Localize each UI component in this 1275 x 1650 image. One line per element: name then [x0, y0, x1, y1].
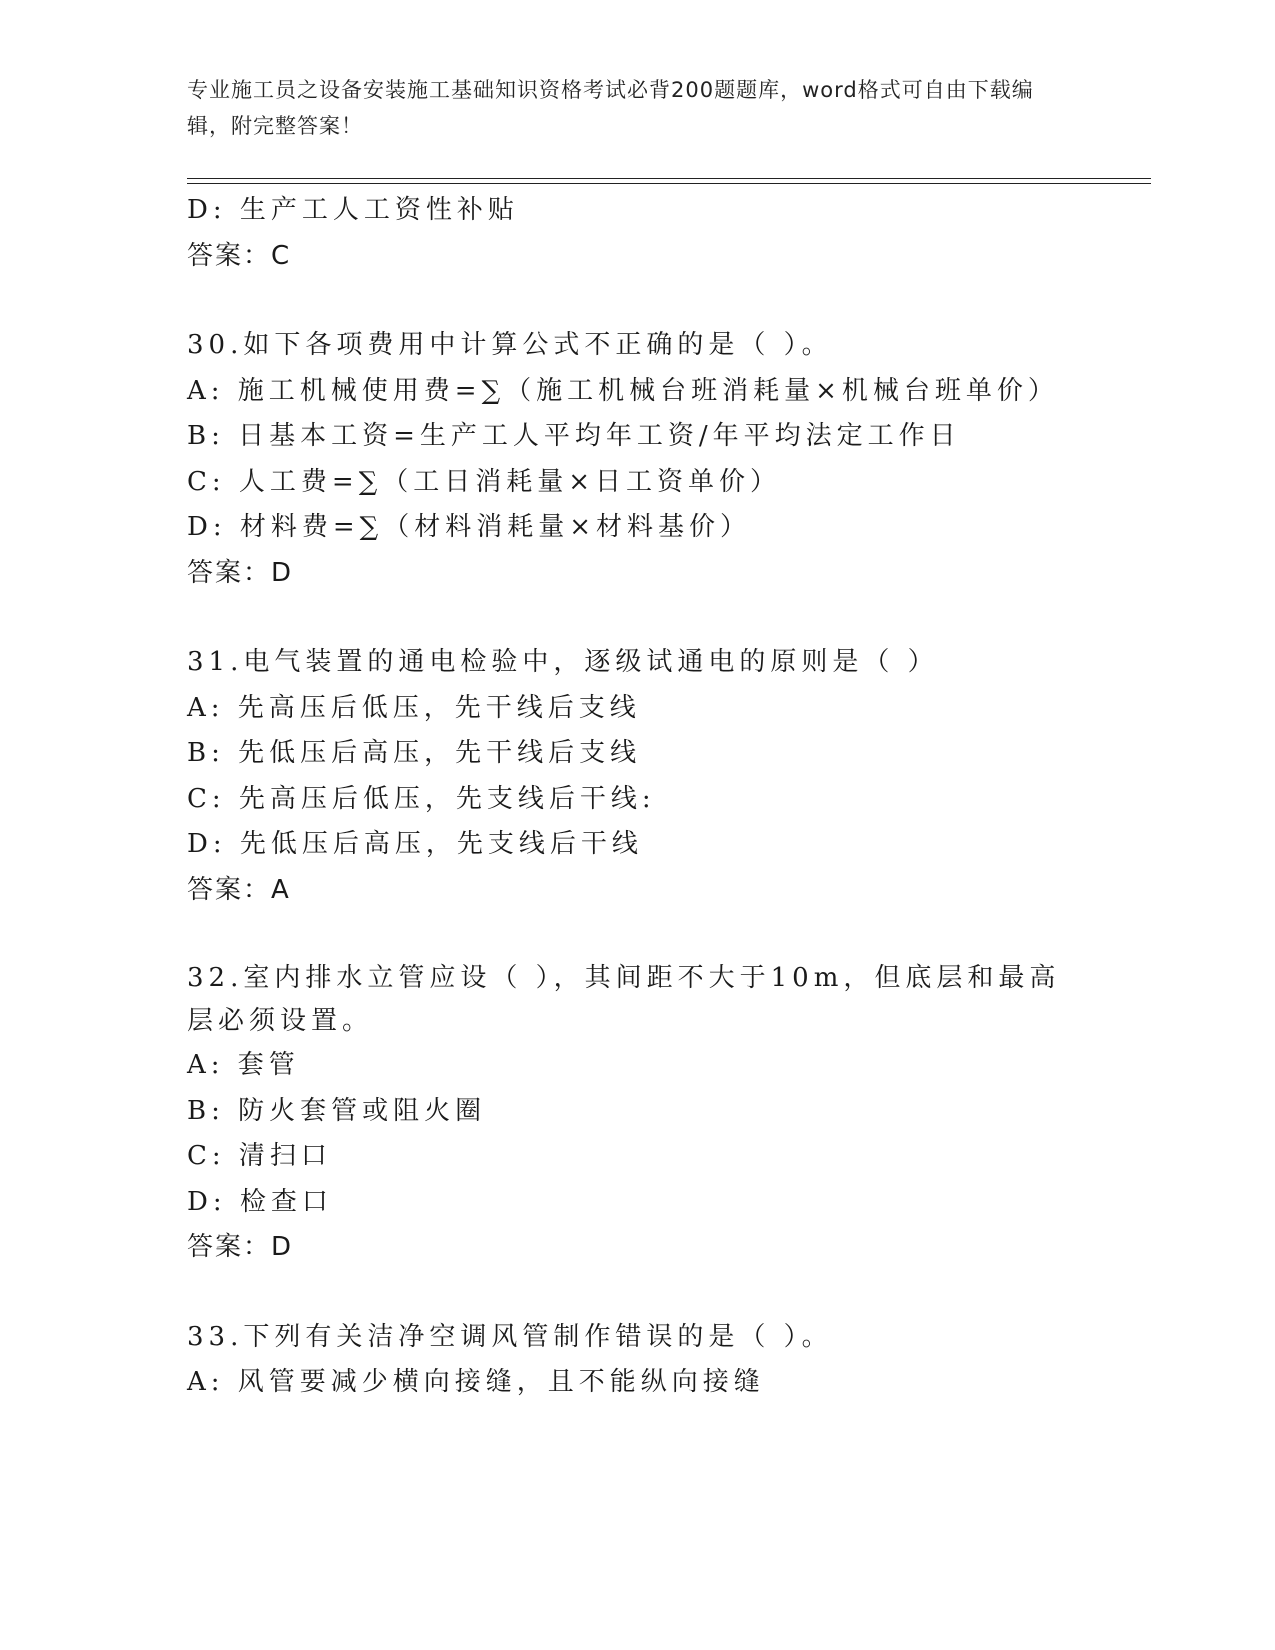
answer-line: 答案：C: [187, 240, 292, 271]
question-body: [187, 188, 1107, 1406]
answer-line: 答案：D: [187, 1232, 294, 1262]
spacer: [187, 596, 1107, 640]
answer-line: 答案：D: [187, 557, 294, 588]
question-stem: 32.室内排水立管应设（ ），其间距不大于10m，但底层和最高层必须设置。: [187, 963, 1061, 1036]
document-header: 专业施工员之设备安装施工基础知识资格考试必背200题题库，word格式可自由下载编辑，附完整答案！: [187, 78, 1034, 138]
option-c: C: 先高压后低压，先支线后干线:: [187, 783, 656, 814]
option-a: A: 施工机械使用费=∑（施工机械台班消耗量×机械台班单价）: [187, 375, 1059, 406]
option-c: C: 人工费=∑（工日消耗量×日工资单价）: [187, 466, 782, 497]
header-rule-top: [187, 178, 1151, 179]
option-b: B: 日基本工资=生产工人平均年工资/年平均法定工作日: [187, 421, 961, 451]
spacer: [187, 913, 1107, 957]
spacer: [187, 1271, 1107, 1315]
question-stem: 31.电气装置的通电检验中，逐级试通电的原则是（ ）: [187, 647, 939, 677]
option-a: A: 风管要减少横向接缝，且不能纵向接缝: [187, 1367, 765, 1397]
option-a: A: 套管: [187, 1050, 300, 1080]
option-d: D: 检查口: [187, 1186, 333, 1217]
option-c: C: 清扫口: [187, 1141, 332, 1171]
option-b: B: 先低压后高压，先干线后支线: [187, 738, 642, 768]
question-stem: 30.如下各项费用中计算公式不正确的是（ ）。: [187, 330, 833, 360]
spacer: [187, 279, 1107, 323]
option-d: D: 生产工人工资性补贴: [187, 195, 519, 225]
option-b: B: 防火套管或阻火圈: [187, 1095, 487, 1126]
option-d: D: 材料费=∑（材料消耗量×材料基价）: [187, 512, 752, 542]
question-stem: 33.下列有关洁净空调风管制作错误的是（ ）。: [187, 1321, 833, 1352]
question-31: [187, 640, 1107, 913]
answer-line: 答案：A: [187, 874, 291, 905]
option-d: D: 先低压后高压，先支线后干线: [187, 829, 643, 859]
question-32: [187, 957, 1107, 1271]
question-33: [187, 1315, 1107, 1406]
header-rule-bottom: [187, 183, 1151, 184]
question-30: [187, 323, 1107, 596]
option-a: A: 先高压后低压，先干线后支线: [187, 692, 641, 723]
